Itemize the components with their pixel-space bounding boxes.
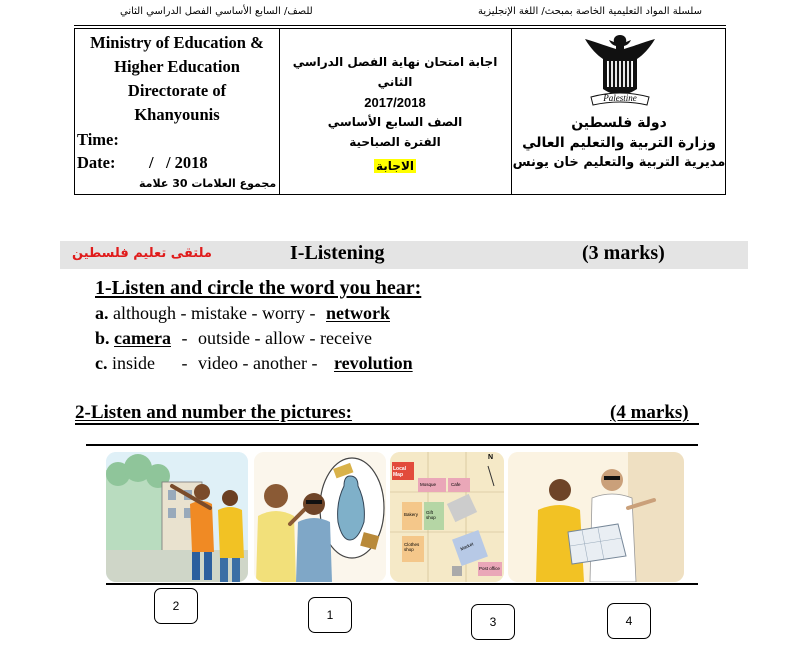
map-label-post-office: Post office	[479, 566, 500, 571]
map-label-gift-shop: Gift shop	[426, 510, 436, 520]
answer-network: network	[326, 303, 390, 323]
picture-number-box-2[interactable]: 1	[308, 597, 352, 633]
series-title: سلسلة المواد التعليمية الخاصة بمبحث/ اللغة الإنجليزية	[478, 6, 702, 17]
section-bar	[60, 241, 748, 269]
q2-title-rule	[75, 423, 699, 425]
grade-term: للصف/ السابع الأساسي الفصل الدراسي الثاني	[120, 6, 313, 17]
picture-men-with-map	[508, 452, 684, 582]
date-label: Date:	[77, 153, 116, 172]
section-marks: (3 marks)	[582, 242, 665, 264]
picture-vase-thought	[254, 452, 386, 582]
answer-revolution: revolution	[333, 353, 413, 373]
directorate-arabic: مديرية التربية والتعليم خان يونس	[512, 155, 726, 170]
answer-label: الاجابة	[376, 159, 414, 173]
ministry-line4: Khanyounis	[134, 105, 220, 124]
q1-line-c: c. inside - video - another - revolution	[95, 353, 419, 374]
date-value: / / 2018	[149, 153, 208, 172]
section-title: I-Listening	[290, 242, 385, 264]
q2-title: 2-Listen and number the pictures:	[75, 402, 352, 423]
map-label-clothes-shop: Clothes shop	[404, 542, 420, 552]
q1-line-b: b. camera - outside - allow - receive	[95, 328, 372, 348]
palestine-emblem-icon	[583, 31, 657, 107]
map-label-mosque: Mosque	[420, 482, 437, 487]
vase-thought-illustration	[254, 452, 386, 582]
men-with-map-illustration	[508, 452, 684, 582]
total-marks: مجموع العلامات 30 علامة	[139, 177, 277, 190]
session-label: الفترة الصباحية	[349, 135, 441, 149]
watermark-text: ملتقى تعليم فلسطين	[72, 246, 212, 261]
picture-number-box-3[interactable]: 3	[471, 604, 515, 640]
state-name: دولة فلسطين	[571, 115, 667, 131]
map-label-bakery: Bakery	[404, 512, 419, 517]
q1-line-a: a. although - mistake - worry - network	[95, 303, 390, 323]
map-title: Local Map	[393, 466, 407, 478]
picture-local-map	[390, 452, 504, 582]
pictures-top-rule	[86, 444, 698, 446]
north-arrow-icon: N	[488, 454, 494, 461]
exam-year: 2017/2018	[364, 95, 426, 110]
ministry-line3: Directorate of	[127, 81, 227, 100]
picture-people-pointing	[106, 452, 248, 582]
time-label: Time:	[77, 130, 119, 149]
picture-number-box-4[interactable]: 4	[607, 603, 651, 639]
pictures-bottom-rule	[106, 583, 698, 585]
map-label-market: Market	[459, 541, 475, 552]
grade-label: الصف السابع الأساسي	[327, 115, 463, 129]
answer-camera: camera	[114, 328, 171, 348]
ministry-line1: Ministry of Education &	[90, 33, 264, 52]
people-pointing-illustration	[106, 452, 248, 582]
q2-marks: (4 marks)	[610, 402, 689, 423]
exam-header	[74, 28, 726, 195]
map-label-cafe: Cafe	[451, 482, 461, 487]
ministry-arabic: وزارة التربية والتعليم العالي	[522, 135, 716, 151]
emblem-text: Palestine	[603, 93, 637, 103]
top-rule	[74, 25, 726, 26]
exam-title-line1: اجابة امتحان نهاية الفصل الدراسي	[292, 55, 498, 69]
q1-title: 1-Listen and circle the word you hear:	[95, 277, 422, 299]
picture-number-box-1[interactable]: 2	[154, 588, 198, 624]
ministry-line2: Higher Education	[114, 57, 240, 76]
exam-title-line2: الثاني	[377, 75, 413, 89]
